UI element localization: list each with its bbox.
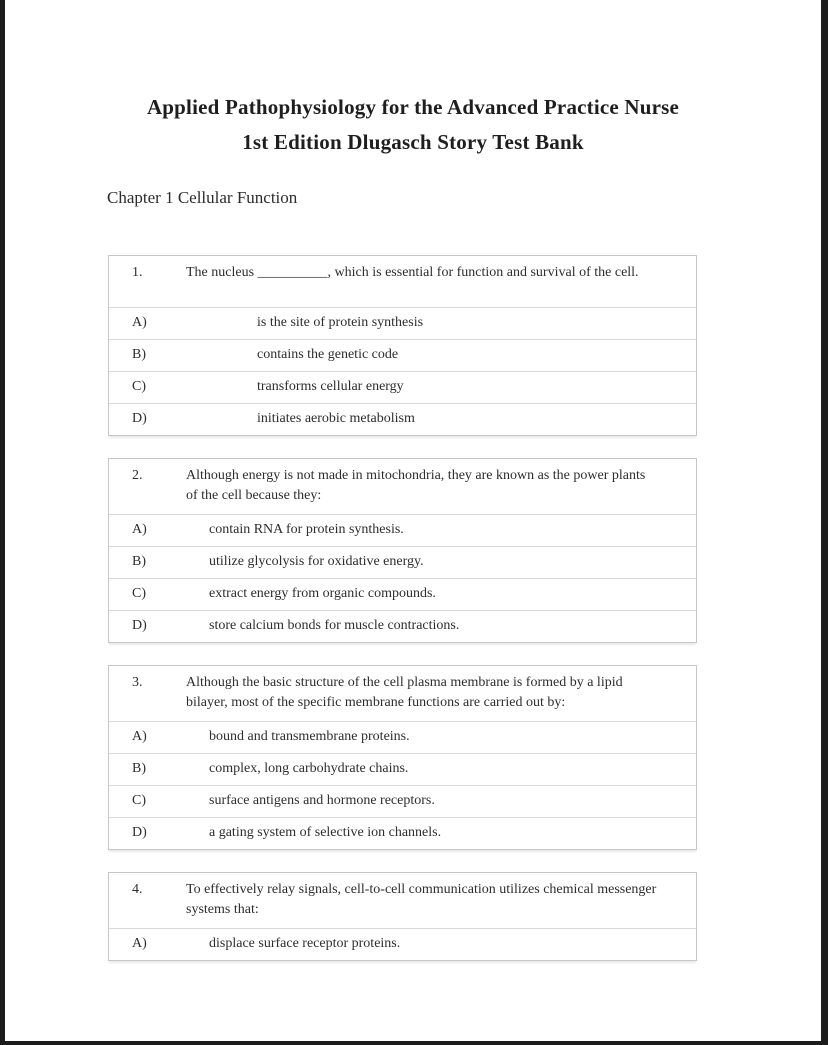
document-title <box>5 90 821 160</box>
option-letter: C) <box>132 586 146 601</box>
question-number: 1. <box>132 265 143 280</box>
answer-option-row <box>109 928 696 960</box>
option-text: store calcium bonds for muscle contractions. <box>209 618 460 633</box>
answer-option-row <box>109 610 696 642</box>
option-text: extract energy from organic compounds. <box>209 586 436 601</box>
question-text: Although energy is not made in mitochondria, they are known as the power plants of the cell because they: <box>186 468 646 503</box>
option-text: initiates aerobic metabolism <box>257 411 415 426</box>
option-letter: A) <box>132 315 147 330</box>
answer-option-row <box>109 514 696 546</box>
answer-option-row <box>109 339 696 371</box>
document-page <box>5 0 821 1041</box>
question-number: 2. <box>132 468 143 483</box>
document-title-line2: 1st Edition Dlugasch Story Test Bank <box>242 130 584 154</box>
option-text: is the site of protein synthesis <box>257 315 424 330</box>
option-text: surface antigens and hormone receptors. <box>209 793 435 808</box>
answer-option-row <box>109 721 696 753</box>
option-text: utilize glycolysis for oxidative energy. <box>209 554 424 569</box>
option-letter: B) <box>132 761 146 776</box>
option-text: displace surface receptor proteins. <box>209 936 401 951</box>
question-block <box>108 255 697 436</box>
question-row <box>109 459 696 514</box>
question-row <box>109 256 696 307</box>
answer-option-row <box>109 753 696 785</box>
answer-option-row <box>109 403 696 435</box>
answer-option-row <box>109 578 696 610</box>
option-letter: D) <box>132 411 147 426</box>
option-letter: B) <box>132 554 146 569</box>
questions-list <box>5 255 821 961</box>
option-letter: A) <box>132 522 147 537</box>
option-letter: D) <box>132 825 147 840</box>
question-block <box>108 872 697 961</box>
question-number: 4. <box>132 882 143 897</box>
answer-option-row <box>109 371 696 403</box>
option-letter: C) <box>132 379 146 394</box>
option-letter: B) <box>132 347 146 362</box>
option-letter: A) <box>132 936 147 951</box>
option-text: bound and transmembrane proteins. <box>209 729 410 744</box>
option-text: a gating system of selective ion channels. <box>209 825 442 840</box>
question-block <box>108 458 697 643</box>
answer-option-row <box>109 307 696 339</box>
chapter-heading: Chapter 1 Cellular Function <box>107 188 298 207</box>
answer-option-row <box>109 785 696 817</box>
option-text: contains the genetic code <box>257 347 399 362</box>
option-letter: D) <box>132 618 147 633</box>
option-letter: C) <box>132 793 146 808</box>
option-letter: A) <box>132 729 147 744</box>
question-text: To effectively relay signals, cell-to-cell communication utilizes chemical messenger systems that: <box>186 882 657 917</box>
answer-option-row <box>109 817 696 849</box>
option-text: contain RNA for protein synthesis. <box>209 522 404 537</box>
question-block <box>108 665 697 850</box>
option-text: transforms cellular energy <box>257 379 404 394</box>
question-number: 3. <box>132 675 143 690</box>
question-row <box>109 873 696 928</box>
option-text: complex, long carbohydrate chains. <box>209 761 409 776</box>
question-text: Although the basic structure of the cell plasma membrane is formed by a lipid bilayer, most of the specific membrane functions are carried out by: <box>186 675 623 710</box>
question-row <box>109 666 696 721</box>
document-title-line1: Applied Pathophysiology for the Advanced Practice Nurse <box>146 95 680 119</box>
answer-option-row <box>109 546 696 578</box>
question-text: The nucleus __________, which is essential for function and survival of the cell. <box>186 265 639 280</box>
